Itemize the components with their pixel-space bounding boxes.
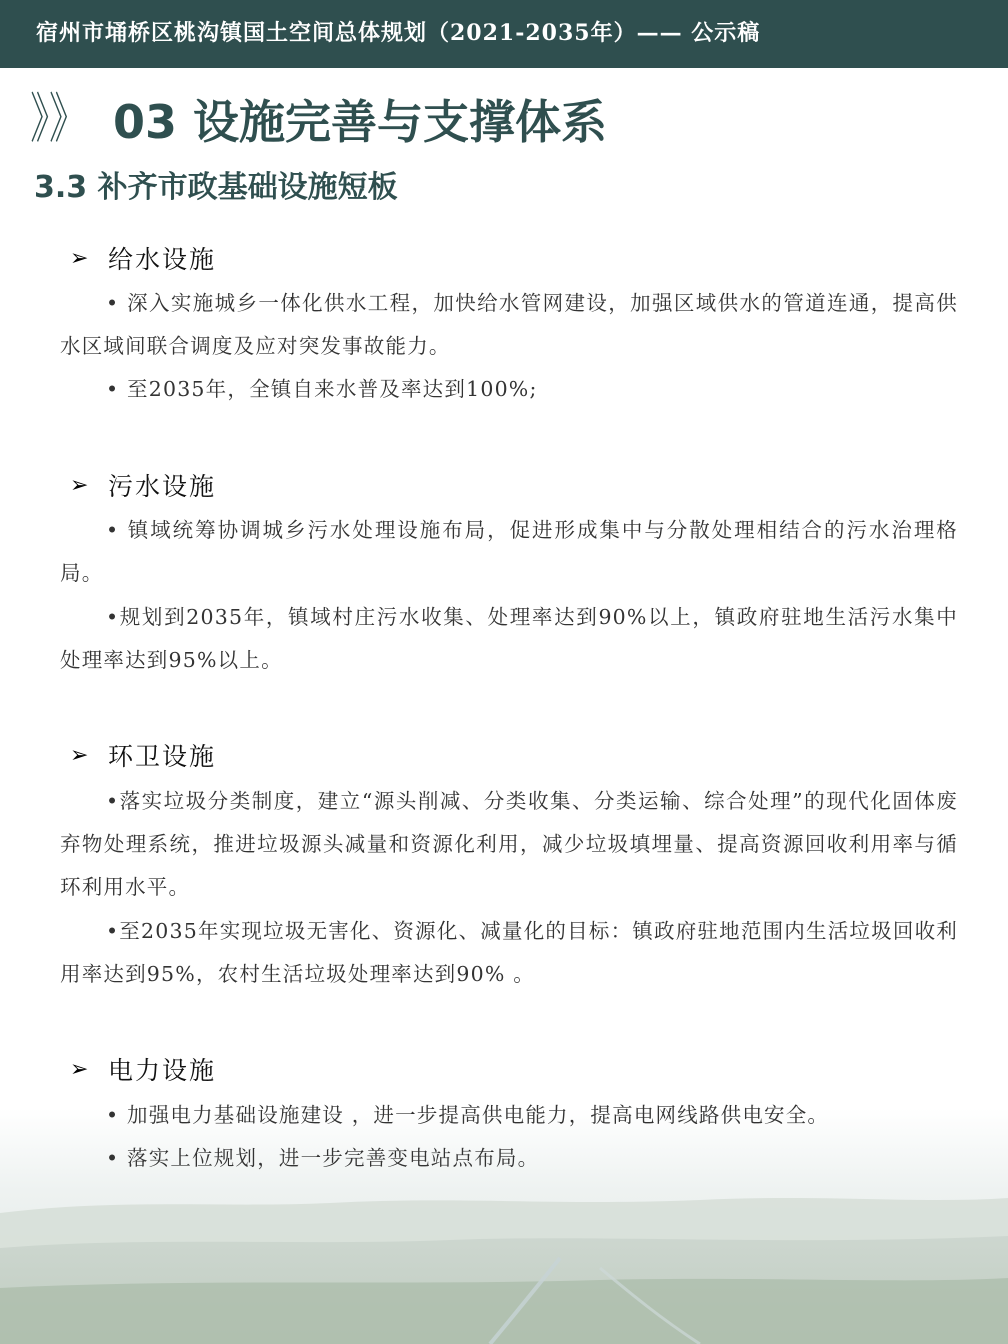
paragraph: • 加强电力基础设施建设 ，进一步提高供电能力，提高电网线路供电安全。 [106,1103,830,1127]
subsection-label: 给水设施 [108,245,217,274]
subsection-heading-water-supply [70,240,216,276]
subsection-heading-sanitation [70,737,216,773]
paragraph: •规划到2035年，镇域村庄污水收集、处理率达到90%以上，镇政府驻地生活污水集中处理率达到95%以上。 [60,605,958,672]
chapter-heading [18,84,607,154]
paragraph: •落实垃圾分类制度，建立“源头削减、分类收集、分类运输、综合处理”的现代化固体废弃物处理系统，推进垃圾源头减量和资源化利用，减少垃圾填埋量、提高资源回收利用率与循环利用水平。 [60,789,958,899]
paragraph: •至2035年实现垃圾无害化、资源化、减量化的目标：镇政府驻地范围内生活垃圾回收利用率达到95%，农村生活垃圾处理率达到90% 。 [60,919,958,986]
subsection-label: 电力设施 [108,1056,217,1085]
paragraph: • 镇域统筹协调城乡污水处理设施布局，促进形成集中与分散处理相结合的污水治理格局。 [60,518,958,585]
subsection-label: 污水设施 [108,472,217,501]
arrow-bullet-icon: ➢ [70,1056,89,1082]
paragraph: • 落实上位规划，进一步完善变电站点布局。 [106,1146,540,1170]
document-header-title: 宿州市埇桥区桃沟镇国土空间总体规划（2021-2035年）—— 公示稿 [36,20,761,46]
subsection-heading-power [70,1051,216,1087]
subsection-heading-sewage [70,467,216,503]
header-bar [0,0,1008,68]
arrow-bullet-icon: ➢ [70,245,89,271]
subsection-label: 环卫设施 [108,742,217,771]
arrow-bullet-icon: ➢ [70,742,89,768]
paragraph: • 深入实施城乡一体化供水工程，加快给水管网建设，加强区域供水的管道连通，提高供水区域间联合调度及应对突发事故能力。 [60,291,958,358]
arrow-bullet-icon: ➢ [70,472,89,498]
section-title: 3.3 补齐市政基础设施短板 [34,170,398,205]
paragraph: • 至2035年，全镇自来水普及率达到100%; [106,377,538,401]
chapter-title: 03 设施完善与支撑体系 [113,95,608,149]
double-chevron-icon: 》》 [30,87,87,150]
